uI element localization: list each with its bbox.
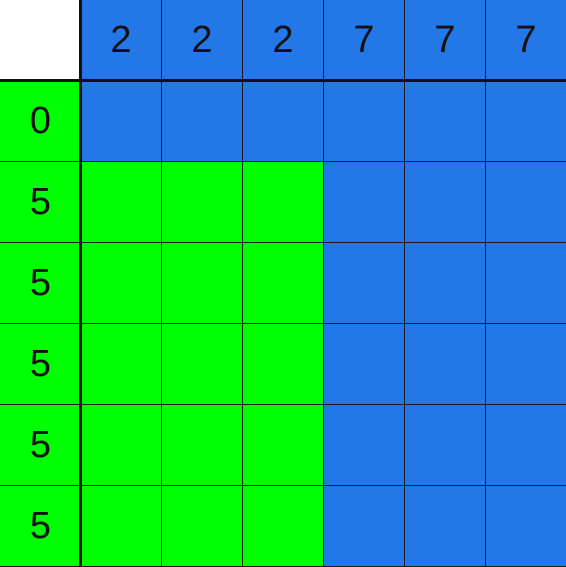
column-clue: 7 <box>324 0 405 81</box>
column-clue: 7 <box>405 0 486 81</box>
row-clue: 5 <box>0 162 81 243</box>
grid-cell[interactable] <box>162 243 243 324</box>
grid-cell[interactable] <box>486 162 566 243</box>
grid-cell[interactable] <box>486 405 566 486</box>
grid-cell[interactable] <box>81 243 162 324</box>
grid-cell[interactable] <box>324 486 405 567</box>
grid-cell[interactable] <box>162 324 243 405</box>
corner-cell <box>0 0 81 81</box>
grid-cell[interactable] <box>81 162 162 243</box>
grid-cell[interactable] <box>243 243 324 324</box>
row-clue: 0 <box>0 81 81 162</box>
grid-cell[interactable] <box>324 81 405 162</box>
grid-cell[interactable] <box>81 405 162 486</box>
grid-cell[interactable] <box>243 486 324 567</box>
grid-cell[interactable] <box>405 81 486 162</box>
grid-cell[interactable] <box>486 81 566 162</box>
grid-cell[interactable] <box>324 405 405 486</box>
grid-cell[interactable] <box>405 162 486 243</box>
grid-cell[interactable] <box>243 162 324 243</box>
column-clue: 2 <box>81 0 162 81</box>
header-divider <box>0 79 566 82</box>
grid-cell[interactable] <box>243 81 324 162</box>
grid-cell[interactable] <box>405 324 486 405</box>
grid-cell[interactable] <box>81 486 162 567</box>
grid-cell[interactable] <box>324 243 405 324</box>
grid-cell[interactable] <box>405 405 486 486</box>
column-clue: 7 <box>486 0 566 81</box>
grid-cell[interactable] <box>162 405 243 486</box>
grid-cell[interactable] <box>324 162 405 243</box>
grid-cell[interactable] <box>243 324 324 405</box>
grid-cell[interactable] <box>243 405 324 486</box>
grid-cell[interactable] <box>486 243 566 324</box>
row-clue: 5 <box>0 324 81 405</box>
grid-cell[interactable] <box>324 324 405 405</box>
row-clue: 5 <box>0 405 81 486</box>
grid-cell[interactable] <box>162 486 243 567</box>
clue-column-divider <box>79 0 82 566</box>
column-clue: 2 <box>162 0 243 81</box>
grid-cell[interactable] <box>162 81 243 162</box>
grid-cell[interactable] <box>162 162 243 243</box>
row-clue: 5 <box>0 486 81 567</box>
row-clue: 5 <box>0 243 81 324</box>
column-clue: 2 <box>243 0 324 81</box>
grid-cell[interactable] <box>81 81 162 162</box>
grid-cell[interactable] <box>486 324 566 405</box>
grid-cell[interactable] <box>405 243 486 324</box>
grid-cell[interactable] <box>405 486 486 567</box>
grid-cell[interactable] <box>486 486 566 567</box>
grid-cell[interactable] <box>81 324 162 405</box>
